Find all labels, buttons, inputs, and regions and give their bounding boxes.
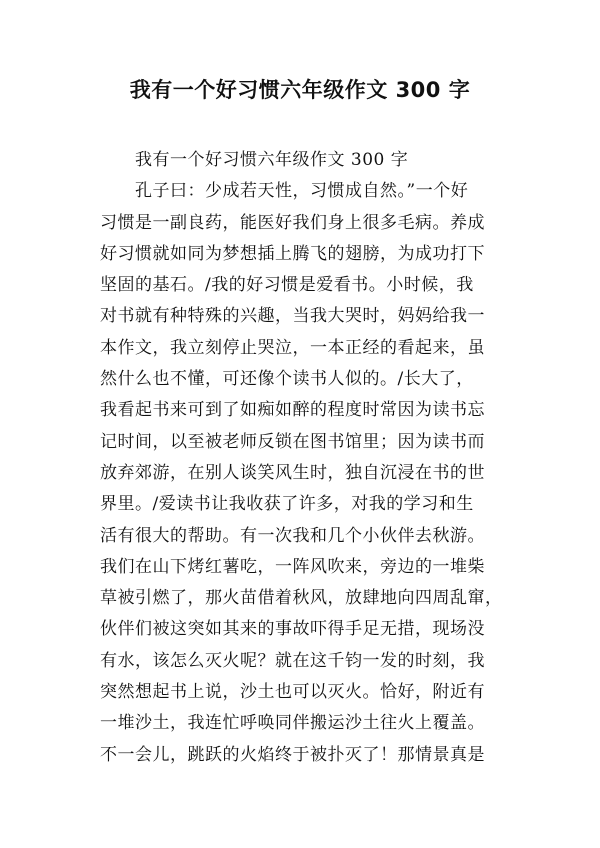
essay-line: 突然想起书上说，沙土也可以灭火。恰好，附近有: [100, 682, 485, 703]
essay-line: 记时间，以至被老师反锁在图书馆里；因为读书而: [100, 431, 485, 452]
essay-line: 有水，该怎么灭火呢？就在这千钧一发的时刻，我: [100, 650, 485, 671]
essay-line: 本作文，我立刻停止哭泣，一本正经的看起来，虽: [100, 337, 485, 358]
page-title: 我有一个好习惯六年级作文 300 字: [129, 78, 471, 102]
essay-line: 孔子曰：少成若天性，习惯成自然。”一个好: [135, 181, 469, 202]
essay-line: 放弃郊游，在别人谈笑风生时，独自沉浸在书的世: [100, 462, 485, 483]
essay-line: 不一会儿，跳跃的火焰终于被扑灭了！那情景真是: [100, 744, 485, 765]
essay-body: [100, 145, 515, 771]
essay-line: 一堆沙土，我连忙呼唤同伴搬运沙土往火上覆盖。: [100, 713, 485, 734]
essay-line: 我们在山下烤红薯吃，一阵风吹来，旁边的一堆柴: [100, 556, 485, 577]
essay-line: 对书就有种特殊的兴趣，当我大哭时，妈妈给我一: [100, 306, 485, 327]
essay-line: 好习惯就如同为梦想插上腾飞的翅膀，为成功打下: [100, 243, 485, 264]
essay-line: 活有很大的帮助。有一次我和几个小伙伴去秋游。: [100, 525, 485, 546]
essay-line: 界里。/爱读书让我收获了许多，对我的学习和生: [100, 494, 474, 515]
essay-line: 坚固的基石。/我的好习惯是爱看书。小时候，我: [100, 275, 474, 296]
essay-line: 我有一个好习惯六年级作文 300 字: [135, 150, 409, 170]
essay-line: 草被引燃了，那火苗借着秋风，放肆地向四周乱窜，: [100, 588, 503, 609]
essay-line: 伙伴们被这突如其来的事故吓得手足无措，现场没: [100, 619, 485, 640]
essay-line: 然什么也不懂，可还像个读书人似的。/长大了，: [100, 369, 474, 390]
essay-line: 我看起书来可到了如痴如醉的程度时常因为读书忘: [100, 400, 485, 421]
essay-line: 习惯是一副良药，能医好我们身上很多毛病。养成: [100, 212, 485, 233]
